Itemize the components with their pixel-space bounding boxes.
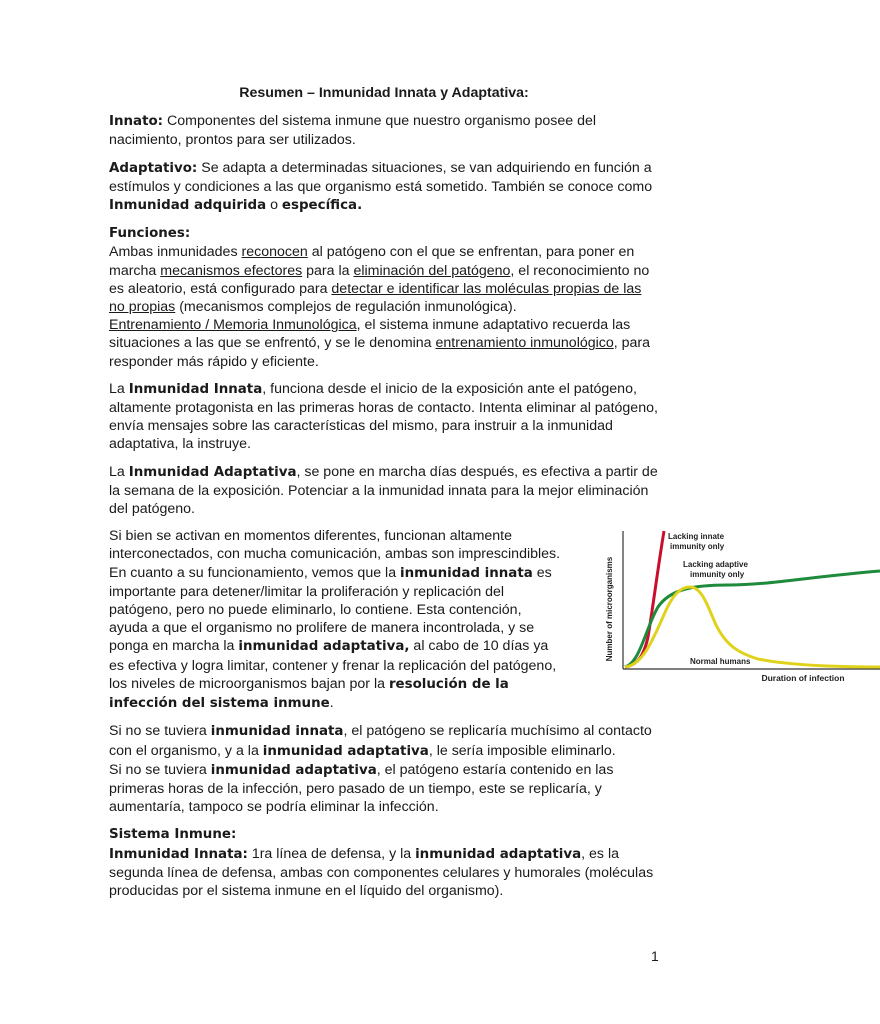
innata-paragraph: La Inmunidad Innata, funciona desde el inicio de la exposición ante el patógeno, altamente protagonista en las primeras horas de contacto. Intenta eliminar al patógeno, envía mensajes sobre las características del mismo, para instruir a la inmunidad adaptativa, la instruye. — [109, 380, 658, 453]
document-body — [109, 84, 845, 909]
chart-ylabel: Number of microorganisms — [605, 557, 614, 662]
sistema-paragraph: Sistema Inmune: Inmunidad Innata: 1ra línea de defensa, y la inmunidad adaptativa, es la segunda línea de defensa, ambas con componentes celulares y humorales (moléculas producidas por el sistema inmune en el líquido del organismo). — [109, 827, 654, 899]
funciones-label: Funciones: — [109, 226, 191, 242]
page-number: 1 — [651, 948, 659, 964]
page-title: Resumen – Inmunidad Innata y Adaptativa: — [239, 85, 529, 101]
adaptativa-paragraph: La Inmunidad Adaptativa, se pone en marcha días después, es efectiva a partir de la semana de la exposición. Potenciar a la inmunidad innata para la mejor eliminación del patógeno. — [109, 463, 658, 518]
label-adaptive-2: immunity only — [690, 570, 745, 580]
sinno-paragraph: Si no se tuviera inmunidad innata, el patógeno se replicaría muchísimo al contacto con el organismo, y a la inmunidad adaptativa, le sería imposible eliminarlo. Si no se tuviera inmunidad adaptativa, el patógeno estaría contenido en las primeras horas de la infección, pero pasado de un tiempo, este se replicaría, y aumentaría, tampoco se podría eliminar la infección. — [109, 723, 652, 816]
infection-chart — [598, 527, 880, 687]
innato-label: Innato: — [109, 114, 164, 130]
figure-section — [109, 527, 845, 713]
sibien-paragraph: Si bien se activan en momentos diferentes, funcionan altamente interconectados, con mucha comunicación, ambas son imprescindibles. En cuanto a su funcionamiento, vemos que la inmunidad innata es importante para detener/limitar la proliferación y replicación del patógeno, pero no puede eliminarlo, lo contiene. Esta contención, ayuda a que el organismo no prolifere de manera incontrolada, y se ponga en marcha la inmunidad adaptativa, al cabo de 10 días ya es efectiva y logra limitar, contener y frenar la replicación del patógeno, los niveles de microorganismos bajan por la resolución de la infección del sistema inmune. — [109, 528, 561, 712]
innato-paragraph: Innato: Componentes del sistema inmune que nuestro organismo posee del nacimiento, prontos para ser utilizados. — [109, 113, 597, 149]
adaptativo-paragraph: Adaptativo: Se adapta a determinadas situaciones, se van adquiriendo en función a estímulos y condiciones a las que organismo está sometido. También se conoce como Inmunidad adquirida o específica. — [109, 159, 653, 214]
funciones-paragraph: Funciones: Ambas inmunidades reconocen al patógeno con el que se enfrentan, para poner en marcha mecanismos efectores para la eliminación del patógeno, el reconocimiento no es aleatorio, está configurado para detectar e identificar las moléculas propias de las no propias (mecanismos complejos de regulación inmunológica). Entrenamiento / Memoria Inmunológica, el sistema inmune adaptativo recuerda las situaciones a las que se enfrentó, y se le denomina entrenamiento inmunológico, para responder más rápido y eficiente. — [109, 226, 651, 370]
adaptativo-label: Adaptativo: — [109, 160, 198, 176]
chart-xlabel: Duration of infection — [761, 673, 845, 684]
label-innate-1: Lacking innate — [668, 532, 725, 542]
sistema-label: Sistema Inmune: — [109, 827, 237, 843]
label-normal: Normal humans — [690, 657, 751, 667]
label-innate-2: immunity only — [670, 542, 725, 552]
label-adaptive-1: Lacking adaptive — [683, 560, 748, 570]
